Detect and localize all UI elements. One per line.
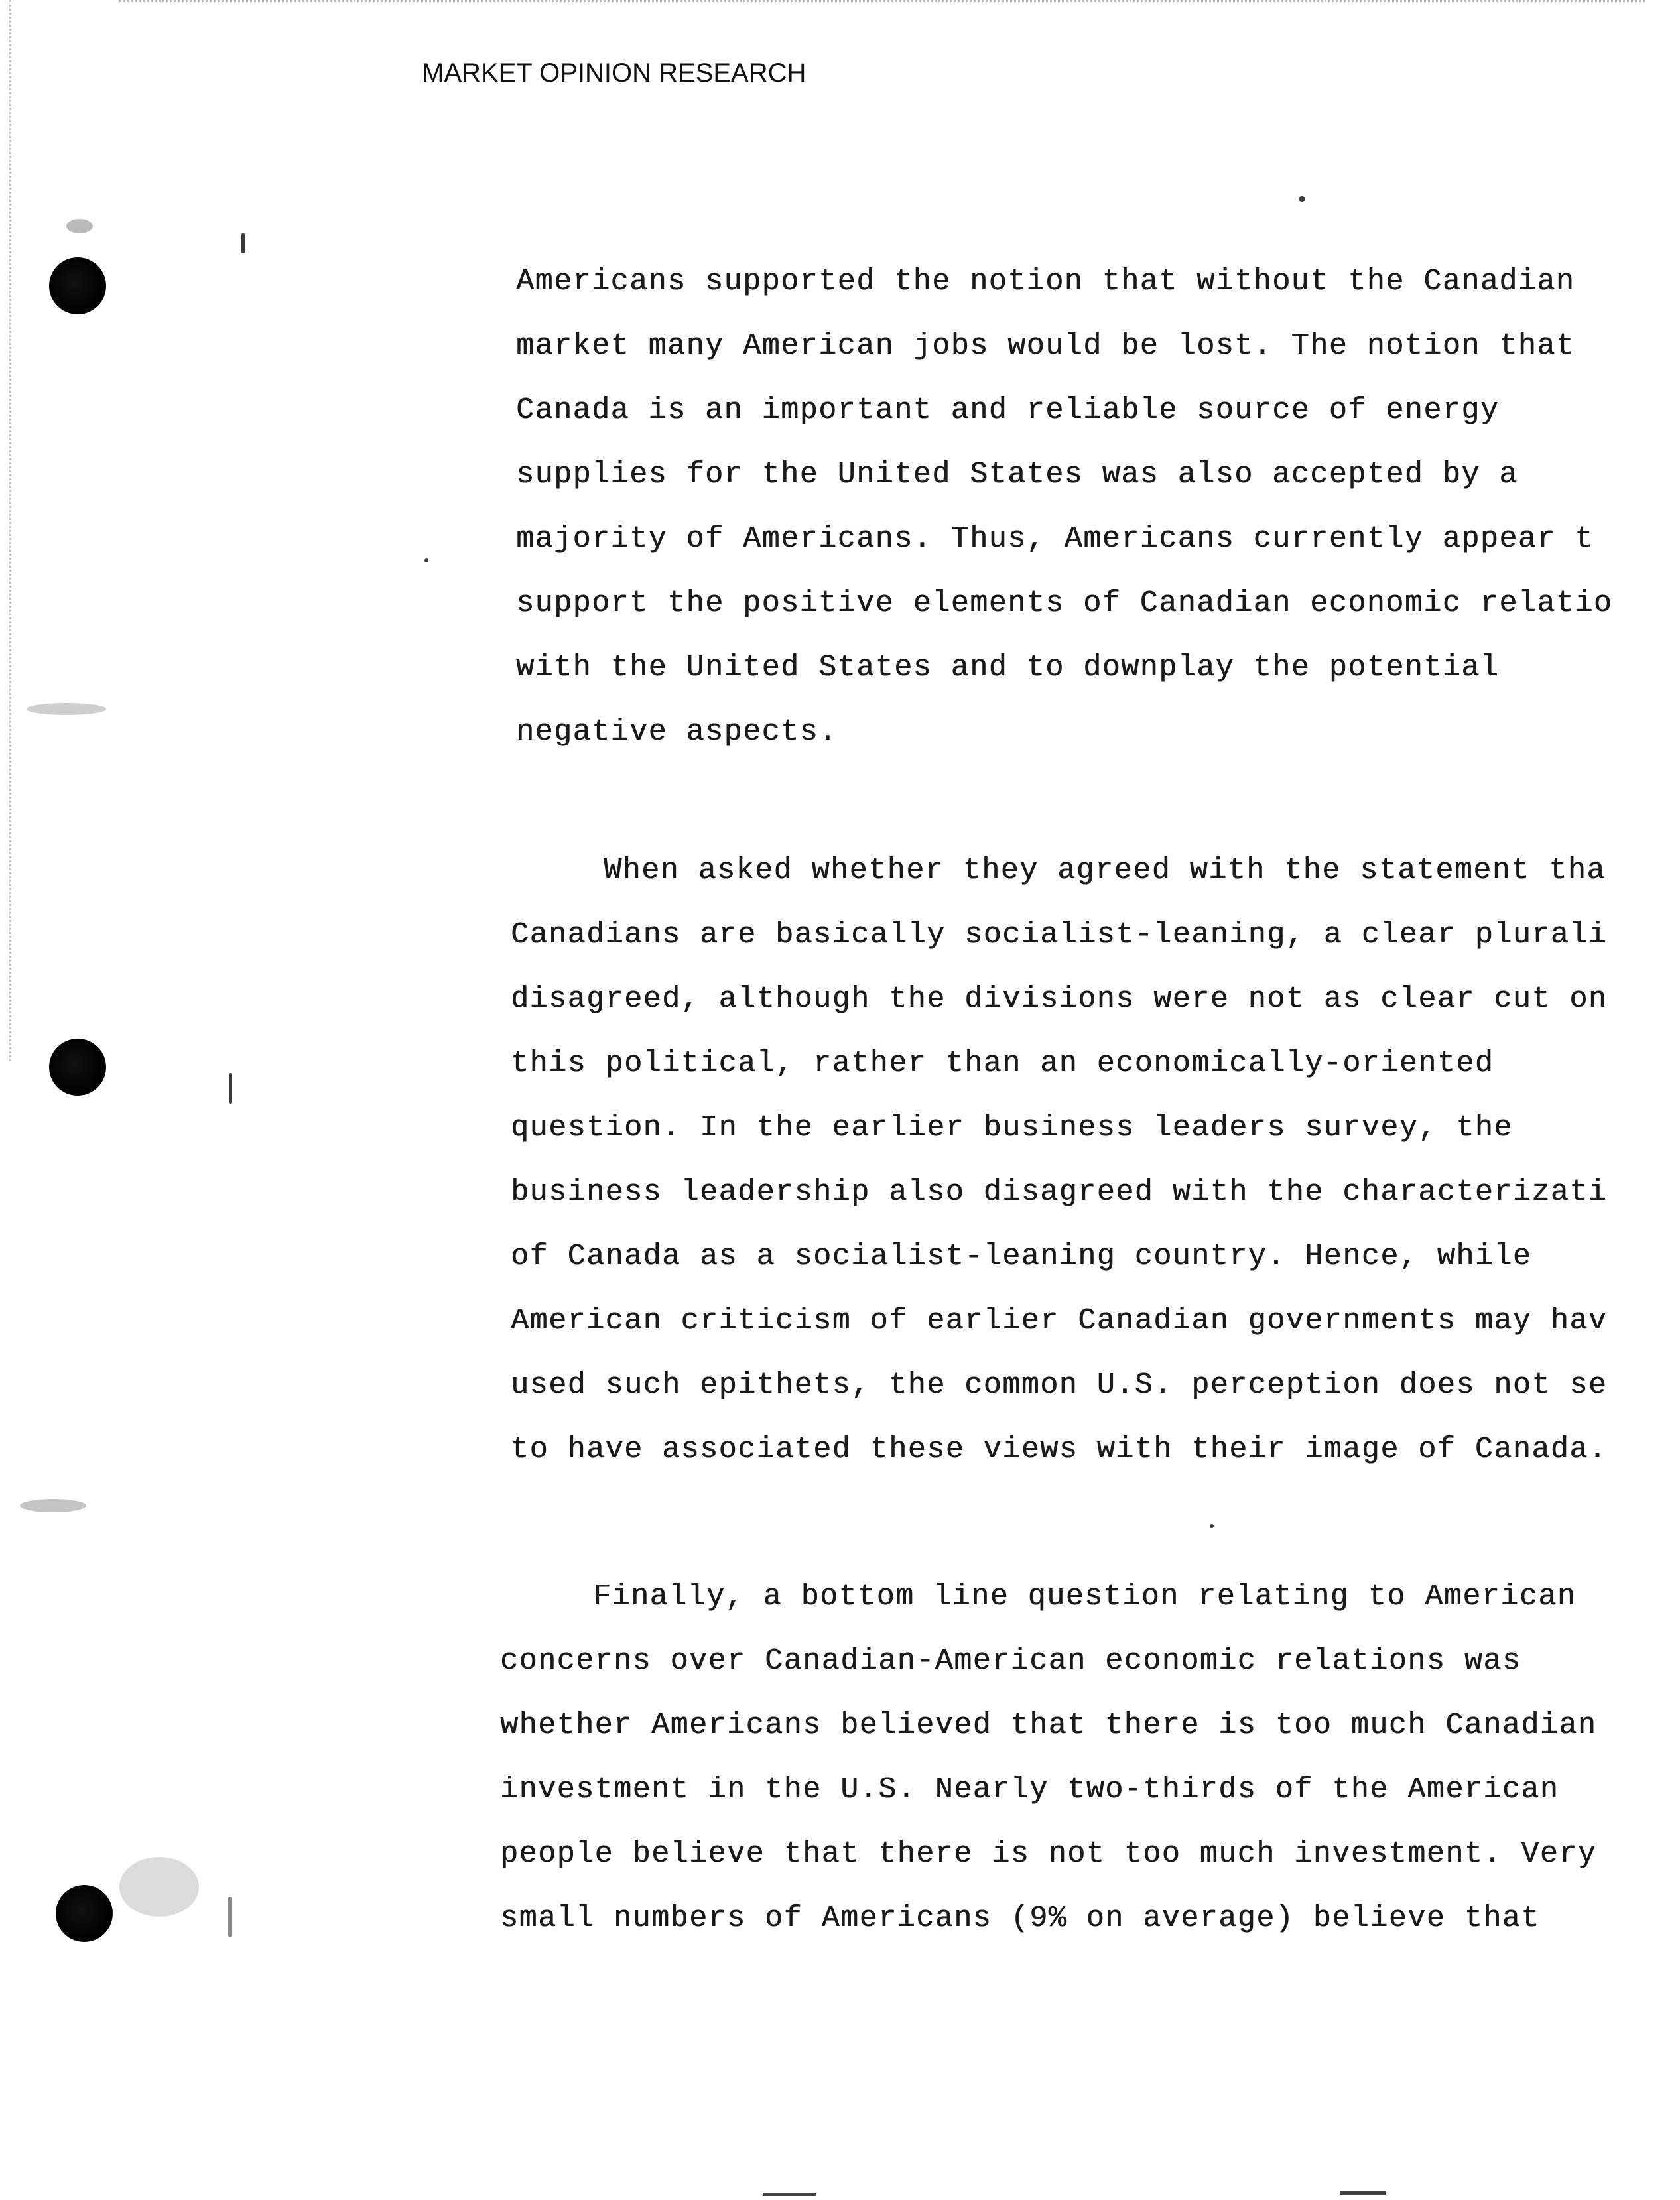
paragraph bbox=[500, 1565, 1596, 1951]
scan-speck bbox=[119, 1857, 199, 1917]
scan-speck bbox=[229, 1073, 232, 1104]
text-line: with the United States and to downplay the potential bbox=[516, 651, 1500, 684]
scan-left-edge bbox=[0, 0, 11, 1061]
scan-top-noise bbox=[119, 0, 1645, 10]
scan-speck bbox=[66, 219, 93, 233]
text-line: Finally, a bottom line question relating to American bbox=[593, 1580, 1577, 1614]
text-line: this political, rather than an economically-oriented bbox=[511, 1047, 1494, 1080]
scan-speck bbox=[241, 233, 245, 253]
scan-bottom-mark bbox=[1340, 2191, 1386, 2195]
scan-speck bbox=[1299, 196, 1305, 202]
text-line: investment in the U.S. Nearly two-thirds of the American bbox=[500, 1773, 1559, 1807]
page-header: MARKET OPINION RESEARCH bbox=[422, 58, 807, 88]
text-line: Canada is an important and reliable source of energy bbox=[516, 393, 1500, 427]
text-line: people believe that there is not too much investment. Very bbox=[500, 1837, 1597, 1871]
text-line: used such epithets, the common U.S. perception does not se bbox=[511, 1368, 1608, 1402]
scan-speck bbox=[27, 703, 106, 715]
text-line: support the positive elements of Canadian economic relatio bbox=[516, 586, 1613, 620]
text-line: market many American jobs would be lost. The notion that bbox=[516, 329, 1575, 363]
text-line: negative aspects. bbox=[516, 715, 838, 749]
text-line: Americans supported the notion that without the Canadian bbox=[516, 265, 1575, 298]
text-line: concerns over Canadian-American economic relations was bbox=[500, 1644, 1521, 1678]
scan-speck bbox=[20, 1499, 86, 1512]
scan-speck bbox=[1210, 1524, 1214, 1528]
paragraph bbox=[516, 249, 1612, 764]
text-line: to have associated these views with their image of Canada. bbox=[511, 1433, 1608, 1466]
text-line: business leadership also disagreed with the characterizati bbox=[511, 1175, 1608, 1209]
text-line: question. In the earlier business leaders survey, the bbox=[511, 1111, 1513, 1145]
text-line: Canadians are basically socialist-leaning, a clear plurali bbox=[511, 918, 1608, 952]
text-line: When asked whether they agreed with the statement tha bbox=[604, 854, 1606, 887]
binder-hole-bottom bbox=[56, 1885, 113, 1942]
binder-hole-top bbox=[49, 257, 106, 314]
binder-hole-middle bbox=[49, 1039, 106, 1096]
text-line: whether Americans believed that there is too much Canadian bbox=[500, 1709, 1597, 1742]
text-line: of Canada as a socialist-leaning country. Hence, while bbox=[511, 1240, 1532, 1273]
text-line: disagreed, although the divisions were not as clear cut on bbox=[511, 982, 1608, 1016]
scan-bottom-mark bbox=[763, 2193, 816, 2196]
text-line: American criticism of earlier Canadian governments may hav bbox=[511, 1304, 1608, 1338]
scan-speck bbox=[228, 1897, 232, 1937]
scan-speck bbox=[424, 558, 428, 562]
text-line: small numbers of Americans (9% on average) believe that bbox=[500, 1902, 1540, 1935]
text-line: supplies for the United States was also accepted by a bbox=[516, 458, 1518, 491]
paragraph bbox=[511, 838, 1607, 1482]
text-line: majority of Americans. Thus, Americans currently appear t bbox=[516, 522, 1594, 556]
